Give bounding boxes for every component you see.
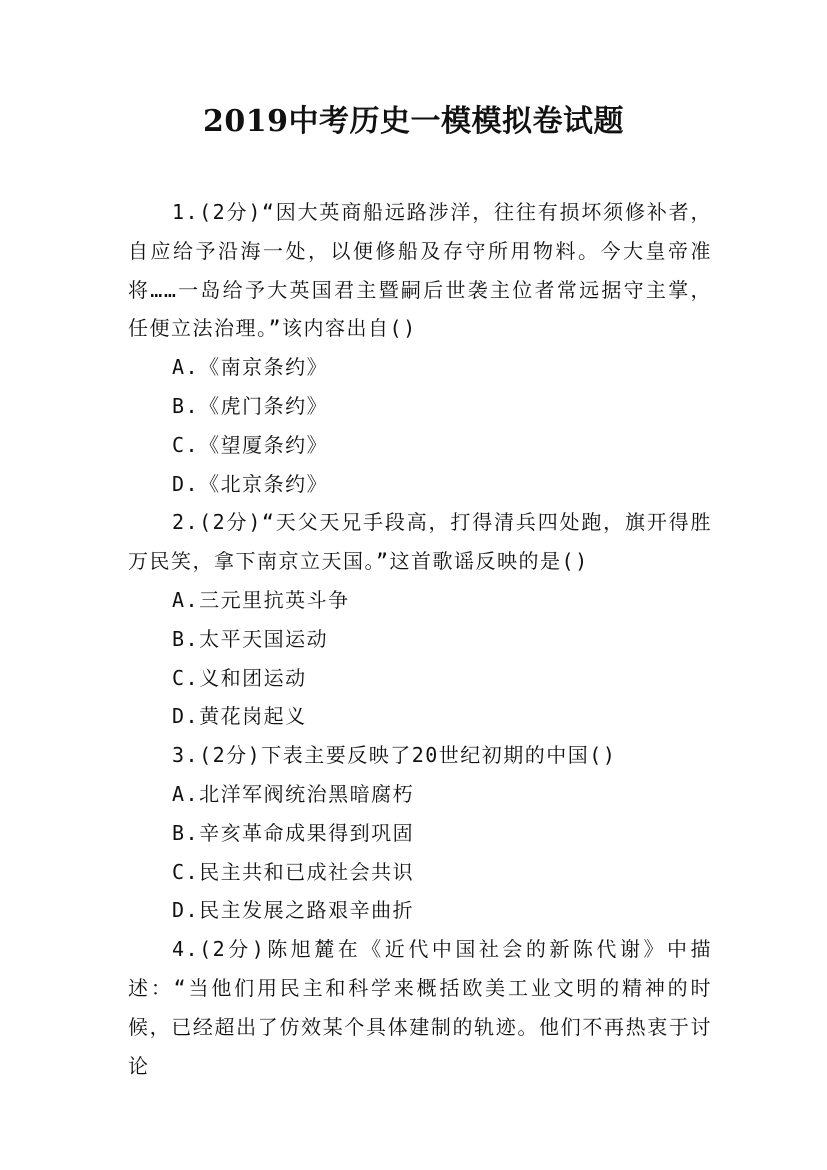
question-2-option-d: D.黄花岗起义: [172, 704, 307, 729]
question-2-option-a: A.三元里抗英斗争: [172, 587, 350, 612]
document-title: 2019中考历史一模模拟卷试题: [203, 104, 624, 139]
question-3-option-c: C.民主共和已成社会共识: [172, 859, 415, 884]
question-3-option-b: B.辛亥革命成果得到巩固: [172, 820, 415, 845]
question-3-option-d: D.民主发展之路艰辛曲折: [172, 898, 415, 923]
question-1-option-c: C.《望厦条约》: [172, 432, 329, 457]
question-2-option-b: B.太平天国运动: [172, 626, 329, 651]
question-2-stem: 2.(2分)“天父天兄手段高，打得清兵四处跑，旗开得胜万民笑，拿下南京立天国。”这首歌谣反映的是(): [128, 510, 712, 574]
question-4-stem: 4.(2分)陈旭麓在《近代中国社会的新陈代谢》中描述：“当他们用民主和科学来概括欧美工业文明的精神的时候，已经超出了仿效某个具体建制的轨迹。他们不再热衷于讨论: [128, 937, 712, 1078]
document-body: [128, 193, 712, 1085]
question-3-stem: 3.(2分)下表主要反映了20世纪初期的中国(): [172, 743, 617, 768]
question-1-option-b: B.《虎门条约》: [172, 393, 329, 418]
question-3-option-a: A.北洋军阀统治黑暗腐朽: [172, 781, 415, 806]
question-1-stem: 1.(2分)“因大英商船远路涉洋，往往有损坏须修补者，自应给予沿海一处，以便修船及存守所用物料。今大皇帝准将……一岛给予大英国君主暨嗣后世袭主位者常远据守主掌，任便立法治理。”该内容出自(): [128, 200, 712, 341]
question-1-option-a: A.《南京条约》: [172, 355, 329, 380]
question-2-option-c: C.义和团运动: [172, 665, 307, 690]
question-1-option-d: D.《北京条约》: [172, 471, 329, 496]
